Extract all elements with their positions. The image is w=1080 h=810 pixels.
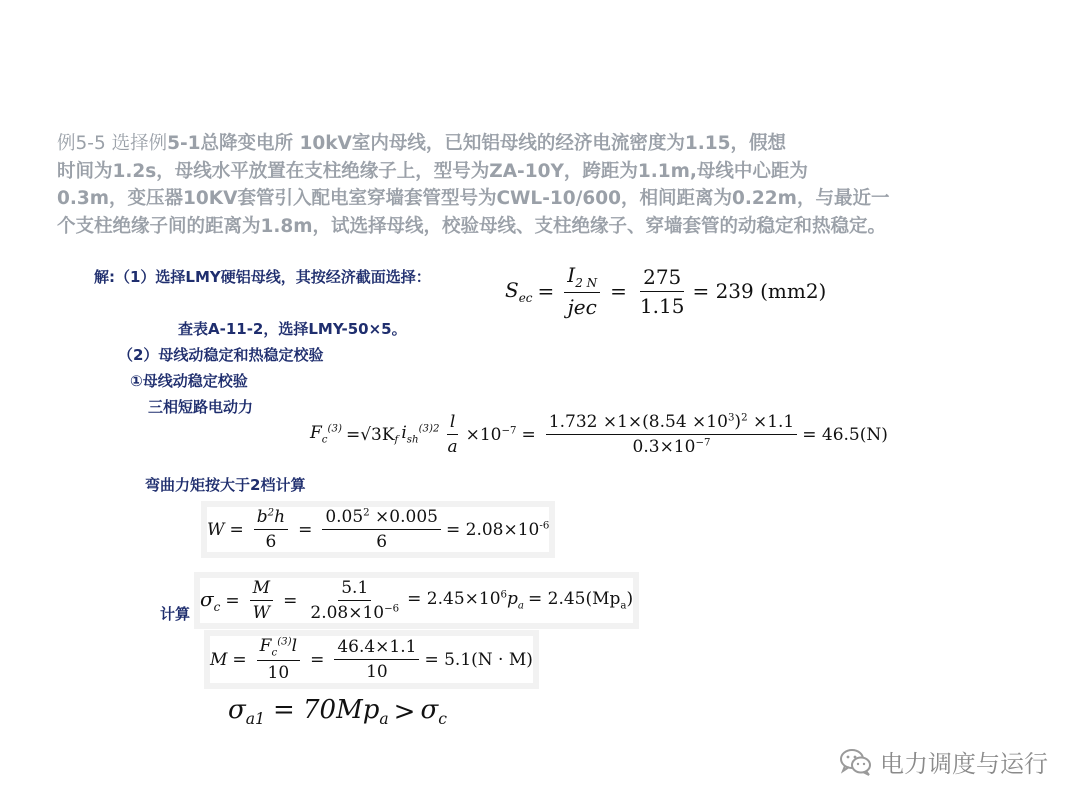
force-result: = 46.5(N) xyxy=(802,424,888,445)
w-result: = $2.08\times 10^{-6}$ xyxy=(445,519,550,540)
problem-line-1 xyxy=(57,130,1047,158)
bending-label: 弯曲力矩按大于2档计算 xyxy=(145,476,306,494)
wechat-icon xyxy=(838,747,874,777)
problem-prefix: 例5-5 选择例 xyxy=(57,133,168,154)
watermark xyxy=(838,744,1048,779)
sigma-frac-2: $\frac{5.1}{2.08\times 10^{-6}}$ xyxy=(310,578,400,623)
formula-m: M = $\frac{F_c^{(3)}l}{10}$ = $\frac{46.4\times 1.1}{10}$ = 5.1(N · M) xyxy=(210,636,533,684)
m-frac-1: $\frac{F_c^{(3)}l}{10}$ xyxy=(257,636,300,683)
problem-line-3: 0.3m，变压器10KV套管引入配电室穿墙套管型号为CWL-10/600，相间距离为0.22m，与最近一 xyxy=(57,188,890,209)
w-frac-1: $\frac{b^2h}{6}$ xyxy=(254,507,288,552)
sec-lhs: $S_{ec}$ xyxy=(505,277,533,305)
watermark-text: 电力调度与运行 xyxy=(880,750,1048,778)
sigma-frac-1: $\frac{M}{W}$ xyxy=(250,578,273,623)
force-lhs: $F_c^{(3)}$ xyxy=(310,423,342,446)
solution-step-2: （2）母线动稳定和热稳定校验 xyxy=(118,346,324,364)
w-frac-2: $\frac{0.05^2 \times 0.005}{6}$ xyxy=(322,507,441,552)
formula-force: $F_c^{(3)}$ =√3K $_f$ $i_{sh}^{(3)2}$ $\frac{l}{a}$ $\times 10^{-7}$ = $\frac{1.732 \times 1\times(8.54 \times 10^3)^2 \times 1.1}{0.3\times 10^{-7}}$ = 46.5(N) xyxy=(310,412,888,457)
three-phase-label: 三相短路电动力 xyxy=(148,398,254,416)
formula-final: $\sigma_{a1}$ = $70Mp_a$ > $\sigma_c$ xyxy=(228,695,447,729)
sec-frac-1: $\frac{I_{2 N}}{\text{jec}}$ xyxy=(564,263,600,319)
problem-statement xyxy=(57,130,1047,240)
calc-label: 计算 xyxy=(160,605,191,623)
problem-line-2: 时间为1.2s，母线水平放置在支柱绝缘子上，型号为ZA-10Y，跨距为1.1m,母线中心距为 xyxy=(57,160,808,182)
m-result: = 5.1(N · M) xyxy=(424,649,533,670)
sec-result: = 239 (mm2) xyxy=(692,279,827,303)
solution-step-2-1: ①母线动稳定校验 xyxy=(130,372,248,390)
formula-sec: $S_{ec}$ = $\frac{I_{2 N}}{\text{jec}}$ = $\frac{275}{1.15}$ = 239 (mm2) xyxy=(505,263,827,319)
table-lookup: 查表A-11-2，选择LMY-50×5。 xyxy=(178,320,407,338)
problem-line-1-rest: 5-1总降变电所 10kV室内母线，已知铝母线的经济电流密度为1.15，假想 xyxy=(167,133,786,154)
m-frac-2: $\frac{46.4\times 1.1}{10}$ xyxy=(334,637,419,682)
formula-sigma: $\sigma_c$ = $\frac{M}{W}$ = $\frac{5.1}{2.08\times 10^{-6}}$ = $2.45\times 10^6p_a$ = $2.45(Mp_a)$ xyxy=(200,578,634,623)
sec-frac-2: $\frac{275}{1.15}$ xyxy=(639,264,685,318)
force-frac-main: $\frac{1.732 \times 1\times(8.54 \times 10^3)^2 \times 1.1}{0.3\times 10^{-7}}$ xyxy=(546,412,797,457)
solution-step-1: 解:（1）选择LMY硬铝母线，其按经济截面选择： xyxy=(94,268,431,286)
formula-w: W = $\frac{b^2h}{6}$ = $\frac{0.05^2 \times 0.005}{6}$ = $2.08\times 10^{-6}$ xyxy=(207,507,550,552)
force-frac-la: $\frac{l}{a}$ xyxy=(447,412,458,457)
problem-line-4: 个支柱绝缘子间的距离为1.8m，试选择母线，校验母线、支柱绝缘子、穿墙套管的动稳定和热稳定。 xyxy=(57,215,887,237)
